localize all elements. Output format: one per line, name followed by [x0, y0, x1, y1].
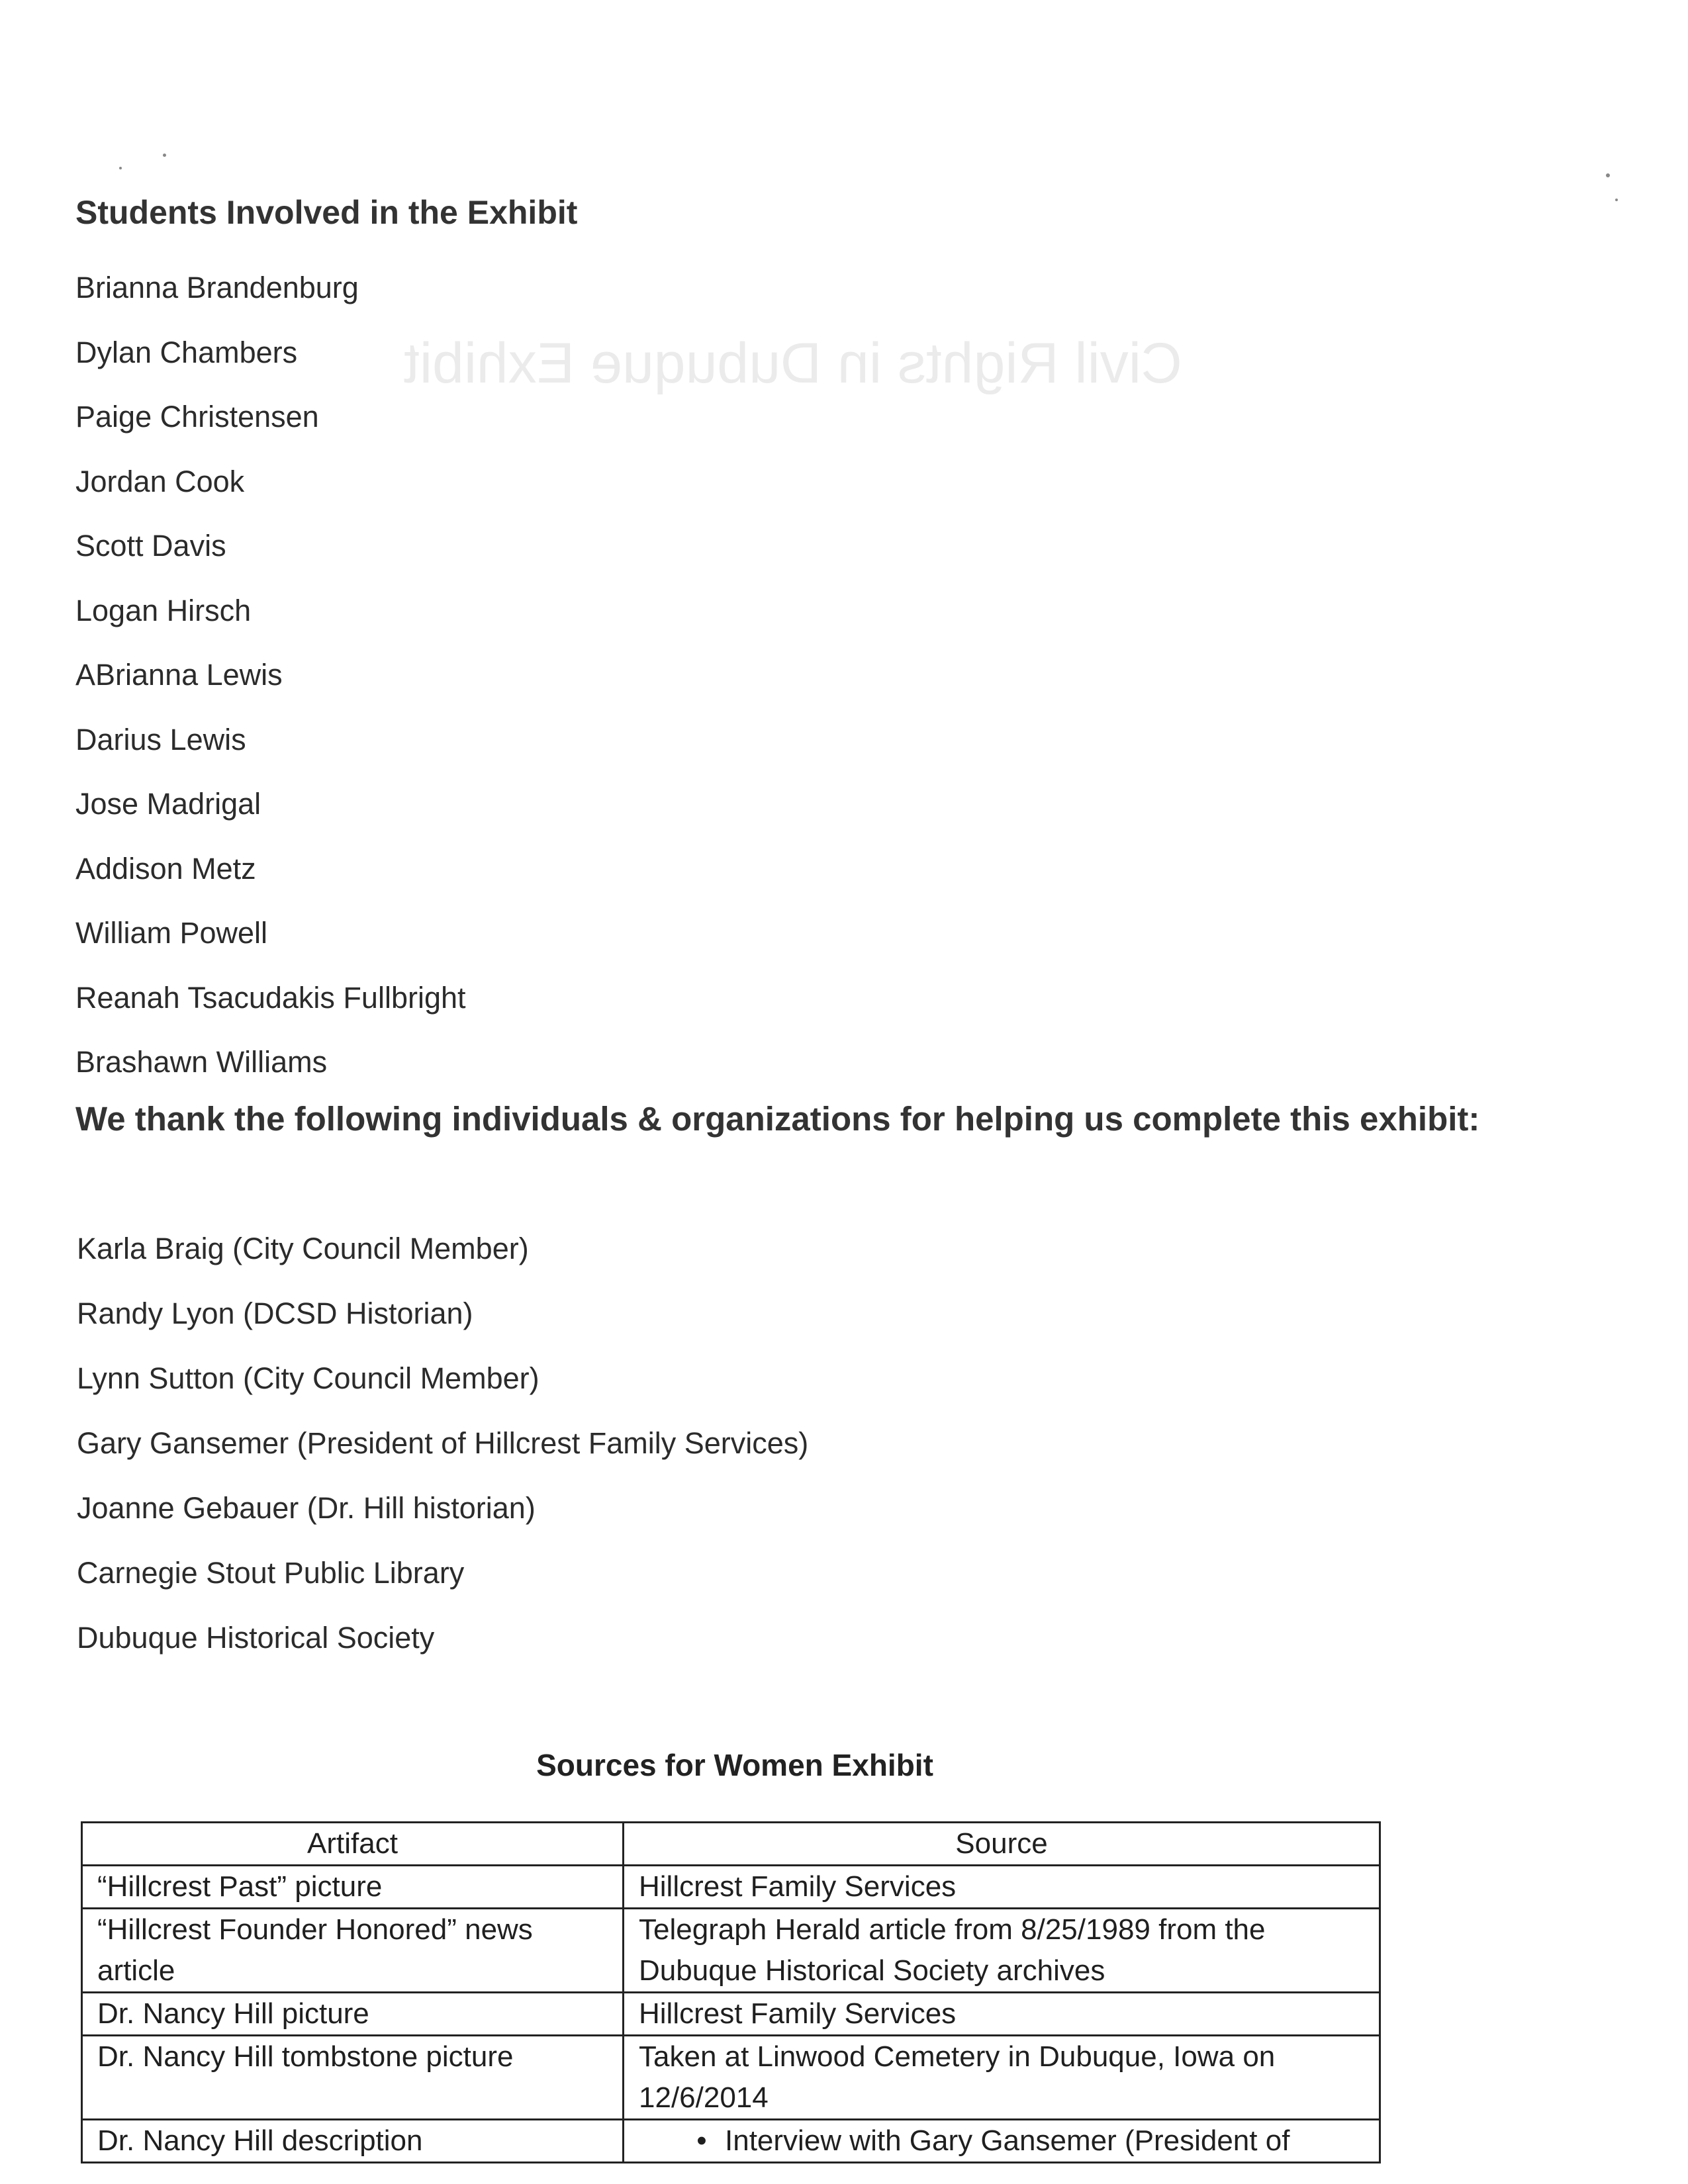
list-item: Karla Braig (City Council Member): [77, 1232, 529, 1265]
list-item: Paige Christensen: [75, 400, 319, 433]
bleed-through-title: Civil Rights in Dubuque Exhibit: [404, 332, 1182, 395]
artifact-cell: “Hillcrest Past” picture: [82, 1866, 624, 1909]
list-item: Reanah Tsacudakis Fullbright: [75, 980, 466, 1015]
sources-heading: [0, 1747, 1688, 1783]
sources-table: [81, 1821, 1381, 2163]
source-cell: Telegraph Herald article from 8/25/1989 from the Dubuque Historical Society archives: [624, 1909, 1380, 1993]
list-item: Brashawn Williams: [75, 1045, 328, 1079]
table-header-row: [82, 1823, 1380, 1866]
thanks-list: [77, 1226, 808, 1680]
list-item: Jose Madrigal: [75, 787, 261, 821]
source-cell: Taken at Linwood Cemetery in Dubuque, Iowa on 12/6/2014: [624, 2036, 1380, 2120]
list-item: Joanne Gebauer (Dr. Hill historian): [77, 1491, 536, 1525]
artifact-cell: Dr. Nancy Hill tombstone picture: [82, 2036, 624, 2120]
table-row: [82, 2120, 1380, 2163]
table-row: [82, 2036, 1380, 2120]
list-item: ABrianna Lewis: [75, 658, 283, 692]
students-heading: Students Involved in the Exhibit: [75, 194, 578, 231]
table-row: [82, 1993, 1380, 2036]
column-header-source: Source: [624, 1823, 1380, 1866]
thanks-heading: We thank the following individuals & organizations for helping us complete this exhibit:: [75, 1100, 1480, 1138]
list-item: Darius Lewis: [75, 722, 246, 756]
artifact-cell: Dr. Nancy Hill description: [82, 2120, 624, 2163]
list-item: Brianna Brandenburg: [75, 271, 359, 304]
table-row: [82, 1866, 1380, 1909]
list-item: Jordan Cook: [75, 464, 245, 498]
list-item: Randy Lyon (DCSD Historian): [77, 1297, 473, 1330]
artifact-cell: Dr. Nancy Hill picture: [82, 1993, 624, 2036]
list-item: Addison Metz: [75, 851, 256, 886]
bullet-icon: •: [696, 2124, 707, 2157]
source-bullet-text: Interview with Gary Gansemer (President of: [725, 2124, 1290, 2157]
list-item: Dubuque Historical Society: [77, 1621, 435, 1655]
list-item: Carnegie Stout Public Library: [77, 1556, 465, 1590]
scan-speck: [163, 154, 166, 157]
column-header-artifact: Artifact: [82, 1823, 624, 1866]
list-item: Scott Davis: [75, 529, 226, 563]
sources-heading-text: Sources for Women Exhibit: [536, 1748, 933, 1782]
scan-speck: [1615, 199, 1618, 201]
list-item: Gary Gansemer (President of Hillcrest Family Services): [77, 1426, 809, 1460]
table-row: [82, 1909, 1380, 1993]
list-item: William Powell: [75, 916, 268, 950]
artifact-cell: “Hillcrest Founder Honored” news article: [82, 1909, 624, 1993]
scan-speck: [119, 167, 122, 169]
scan-speck: [1606, 173, 1610, 177]
list-item: Lynn Sutton (City Council Member): [77, 1361, 539, 1395]
source-cell: Hillcrest Family Services: [624, 1866, 1380, 1909]
source-cell: [624, 2120, 1380, 2163]
source-cell: Hillcrest Family Services: [624, 1993, 1380, 2036]
list-item: Logan Hirsch: [75, 593, 252, 627]
students-list: [75, 265, 466, 1104]
list-item: Dylan Chambers: [75, 335, 298, 369]
